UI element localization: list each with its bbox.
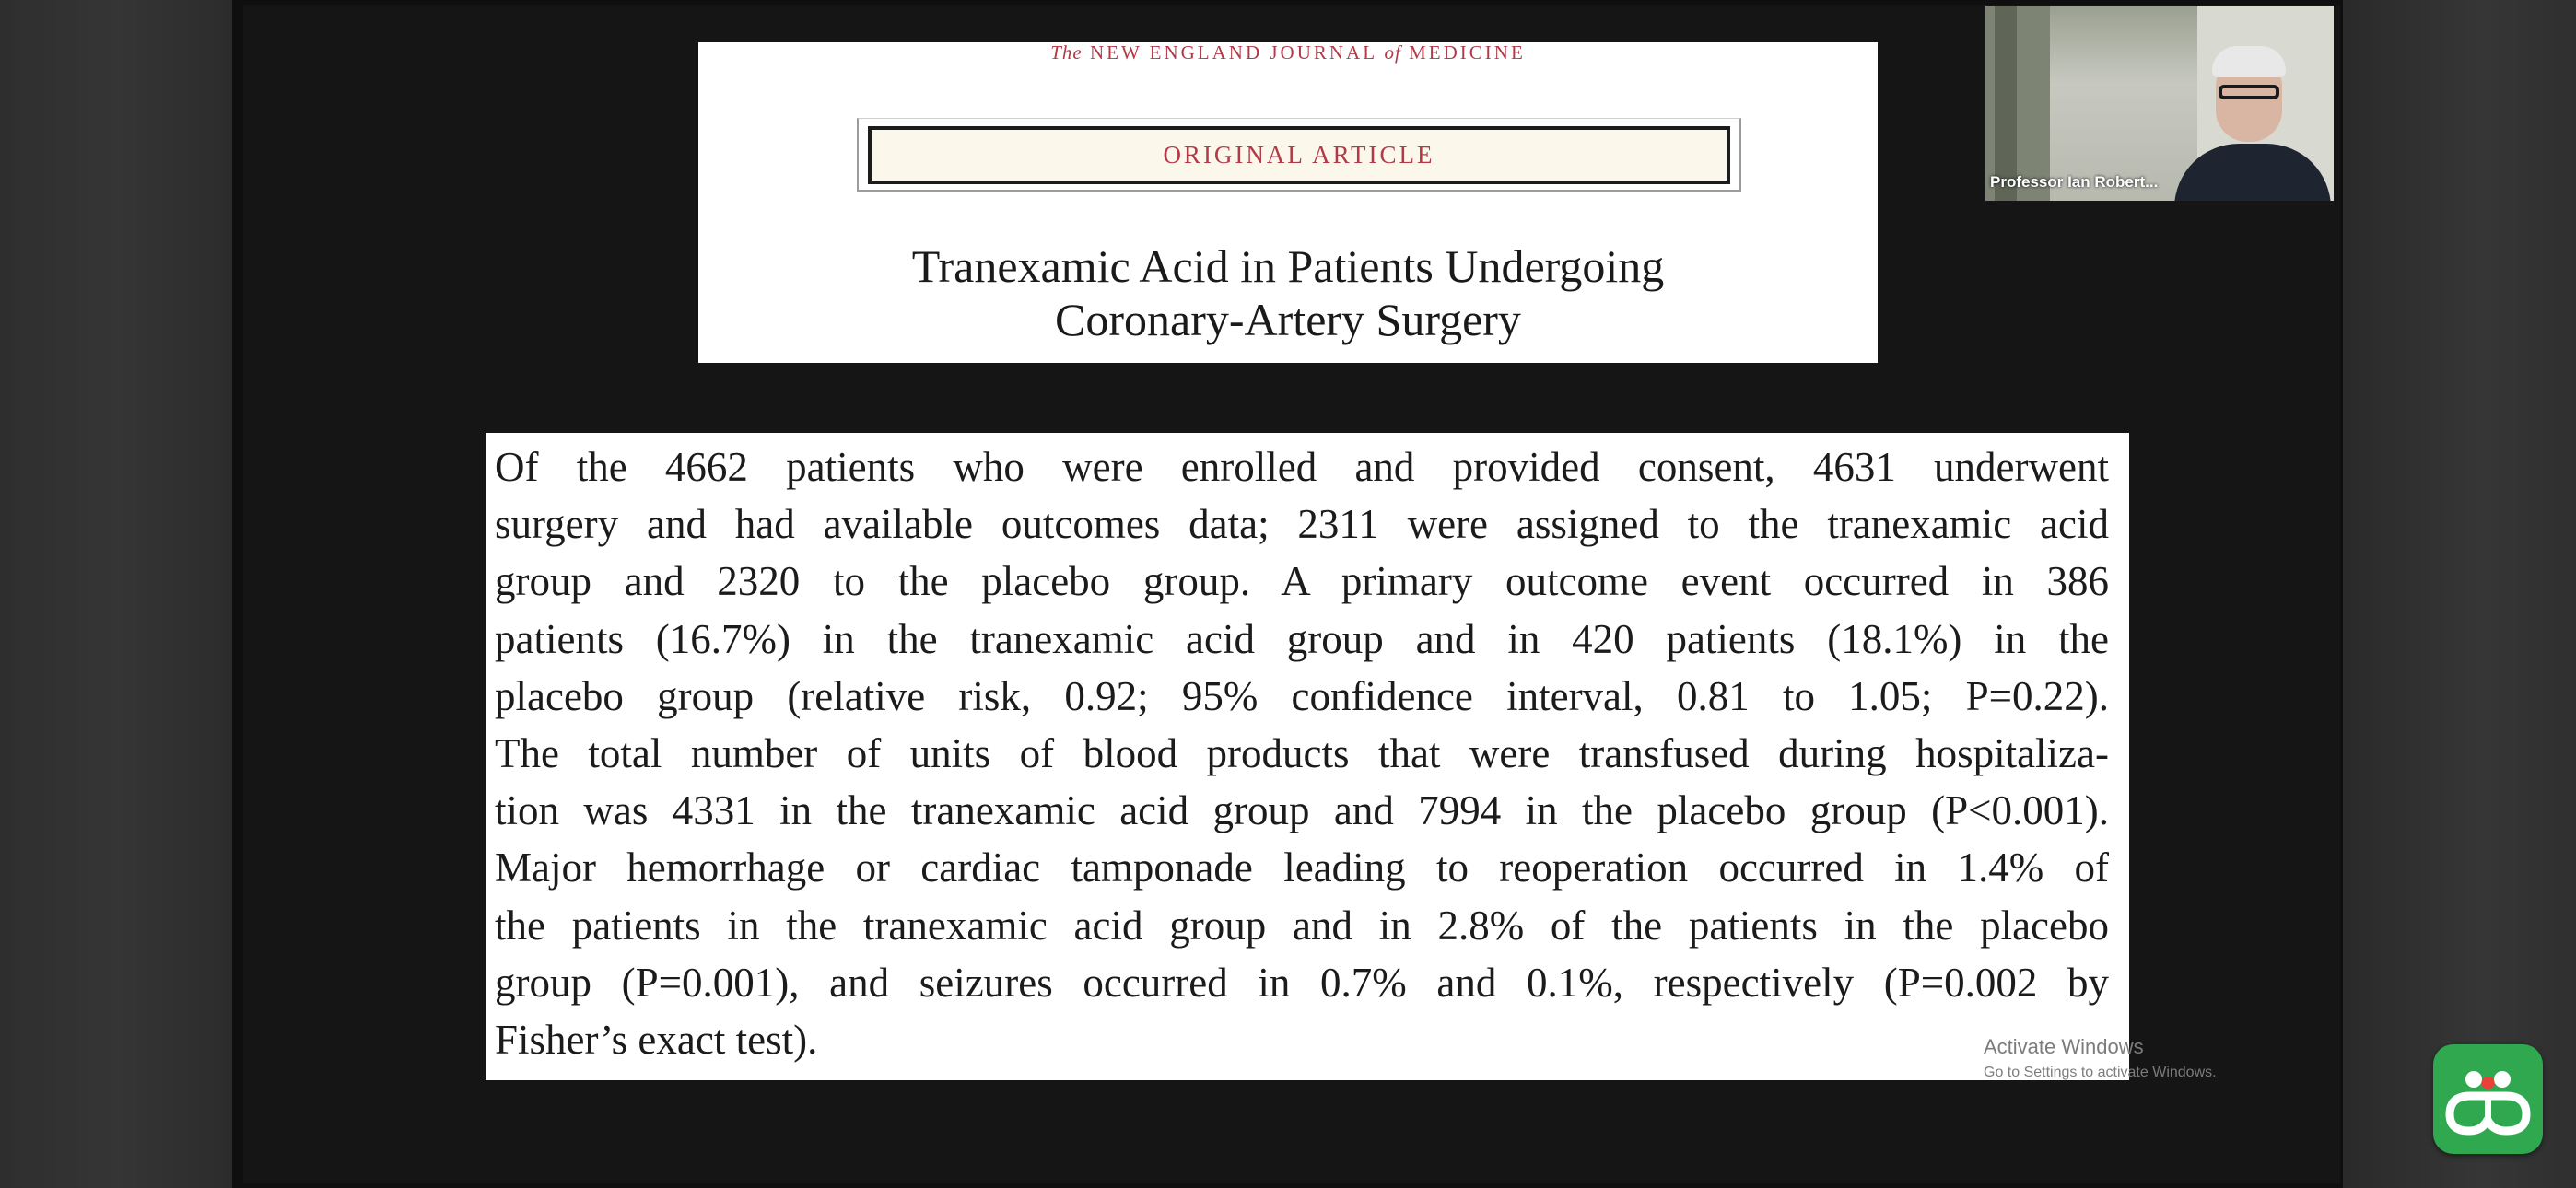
abstract-line: the patients in the tranexamic acid group and in 2.8% of the patients in the placebo xyxy=(495,902,2109,949)
abstract-line: patients (16.7%) in the tranexamic acid group and in 420 patients (18.1%) in the xyxy=(495,615,2109,662)
participant-hair xyxy=(2212,46,2286,77)
background-right xyxy=(2343,0,2576,1188)
abstract-line: Of the 4662 patients who were enrolled and provided consent, 4631 underwent xyxy=(495,444,2109,490)
article-header-card xyxy=(698,42,1878,363)
journal-title-of: of xyxy=(1384,41,1401,64)
meeting-app-icon xyxy=(2433,1044,2543,1154)
abstract-line: group and 2320 to the placebo group. A primary outcome event occurred in 386 xyxy=(495,558,2109,605)
participant-name-label: Professor Ian Robert... xyxy=(1990,173,2159,191)
original-article-frame xyxy=(857,118,1741,192)
article-title-line-2: Coronary-Artery Surgery xyxy=(1055,294,1521,345)
journal-title-the: The xyxy=(1050,41,1083,64)
participant-glasses xyxy=(2219,85,2279,99)
abstract-line: placebo group (relative risk, 0.92; 95% confidence interval, 0.81 to 1.05; P=0.22). xyxy=(495,672,2109,719)
original-article-banner: ORIGINAL ARTICLE xyxy=(868,126,1730,184)
meeting-app-button[interactable] xyxy=(2433,1044,2543,1154)
participant-video-tile[interactable] xyxy=(1985,6,2334,201)
journal-title-medicine: MEDICINE xyxy=(1409,41,1526,64)
abstract-results-text xyxy=(486,433,2129,1080)
abstract-line: Major hemorrhage or cardiac tamponade leading to reoperation occurred in 1.4% of xyxy=(495,844,2109,891)
abstract-line: Fisher’s exact test). xyxy=(495,1017,818,1064)
abstract-line: tion was 4331 in the tranexamic acid group and 7994 in the placebo group (P<0.001). xyxy=(495,787,2109,834)
activate-windows-watermark-title: Activate Windows xyxy=(1984,1035,2144,1058)
article-title-line-1: Tranexamic Acid in Patients Undergoing xyxy=(911,240,1665,292)
background-left xyxy=(0,0,232,1188)
abstract-line: group (P=0.001), and seizures occurred in 0.7% and 0.1%, respectively (P=0.002 by xyxy=(495,959,2109,1006)
journal-title xyxy=(698,42,1878,63)
abstract-line: surgery and had available outcomes data; 2311 were assigned to the tranexamic acid xyxy=(495,501,2109,548)
video-background-shelf xyxy=(1995,6,2017,201)
journal-title-name: NEW ENGLAND JOURNAL xyxy=(1089,41,1377,64)
article-title xyxy=(698,239,1878,346)
abstract-line: The total number of units of blood products that were transfused during hospitaliza- xyxy=(495,730,2109,777)
activate-windows-watermark-subtitle: Go to Settings to activate Windows. xyxy=(1984,1065,2217,1080)
